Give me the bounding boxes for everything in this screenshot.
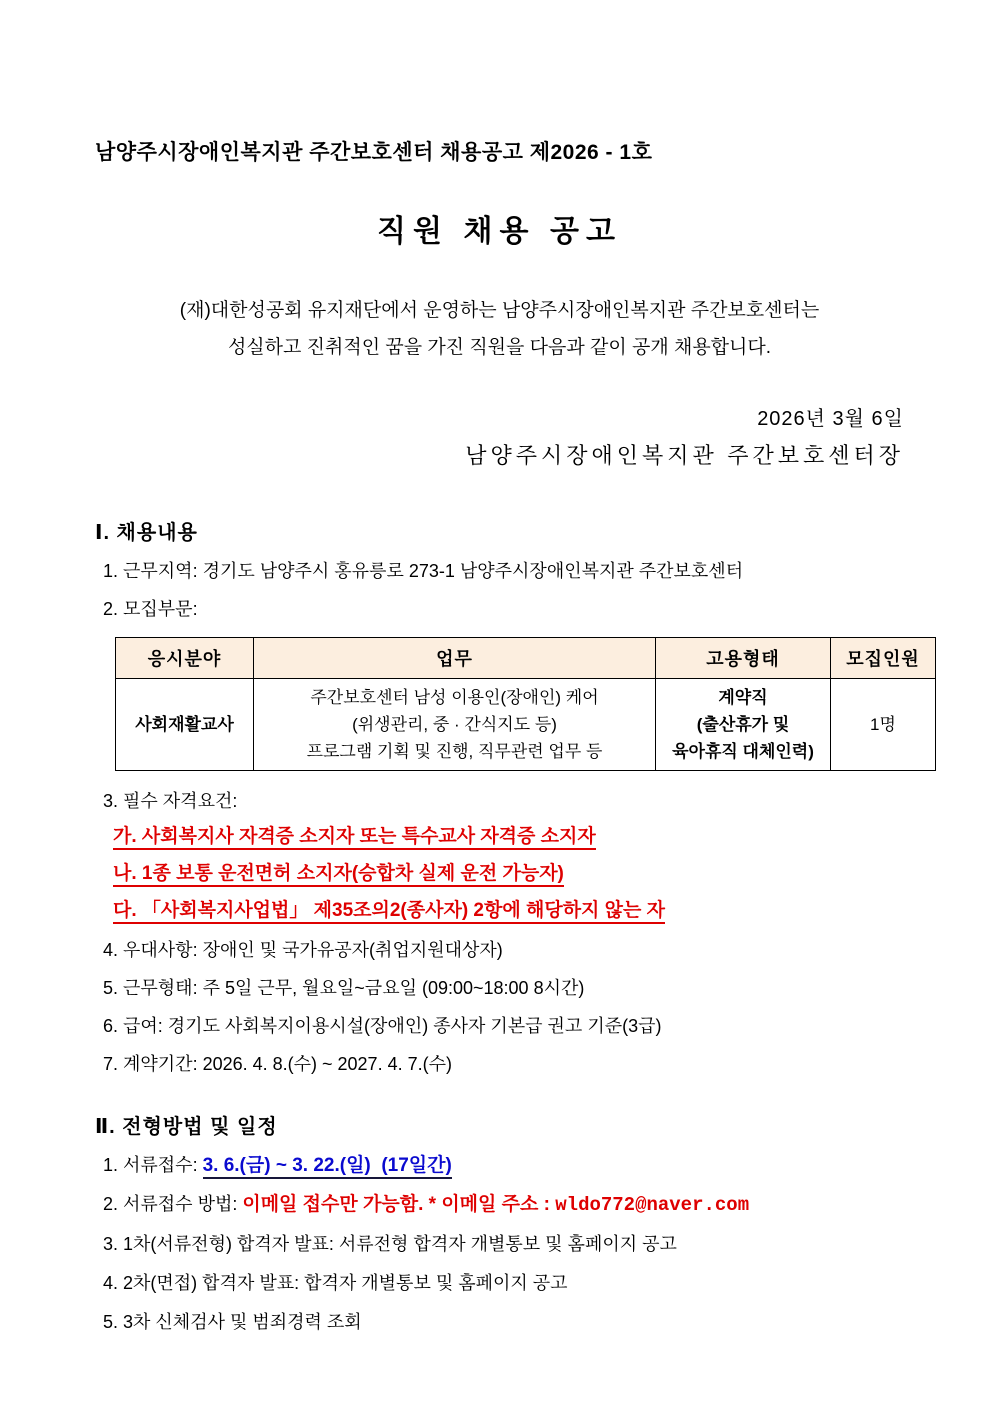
col-header-employment-type: 고용형태 — [656, 638, 831, 679]
section2-item-third-check: 5. 3차 신체검사 및 범죄경력 조회 — [103, 1312, 362, 1332]
section2-item-first-result: 3. 1차(서류전형) 합격자 발표: 서류전형 합격자 개별통보 및 홈페이지 공고 — [103, 1234, 677, 1254]
cell-employment-type — [656, 679, 831, 771]
intro-line-1: (재)대한성공회 유지재단에서 운영하는 남양주시장애인복지관 주간보호센터는 — [179, 300, 820, 321]
section1-item-preference: 4. 우대사항: 장애인 및 국가유공자(취업지원대상자) — [103, 940, 503, 960]
cell-category: 사회재활교사 — [116, 679, 254, 771]
duty-line-1: 주간보호센터 남성 이용인(장애인) 케어 — [310, 688, 599, 707]
section2-item-application-method — [95, 1192, 904, 1218]
section1-item-salary: 6. 급여: 경기도 사회복지이용시설(장애인) 종사자 기본급 권고 기준(3급) — [103, 1016, 662, 1036]
announcement-date: 2026년 3월 6일 — [757, 408, 904, 430]
section2-item-second-result: 4. 2차(면접) 합격자 발표: 합격자 개별통보 및 홈페이지 공고 — [103, 1273, 568, 1293]
cell-headcount: 1명 — [831, 679, 936, 771]
page-title: 직원 채용 공고 — [377, 215, 622, 248]
duty-line-2: (위생관리, 중 · 간식지도 등) — [352, 715, 557, 734]
employment-line-1: 계약직 — [718, 688, 768, 707]
application-period-dates: 3. 6.(금) ~ 3. 22.(일) (17일간) — [203, 1155, 452, 1179]
application-period-label: 1. 서류접수: — [103, 1155, 203, 1175]
col-header-duties: 업무 — [254, 638, 656, 679]
duty-line-3: 프로그램 기획 및 진행, 직무관련 업무 등 — [306, 742, 603, 761]
section1-item-work-type: 5. 근무형태: 주 5일 근무, 월요일~금요일 (09:00~18:00 8시간) — [103, 978, 585, 998]
intro-paragraph — [95, 292, 904, 366]
requirement-b — [95, 861, 904, 887]
application-email: wldo772@naver.com — [555, 1194, 750, 1216]
table-row — [116, 679, 936, 771]
requirement-c-text: 다. 「사회복지사업법」 제35조의2(종사자) 2항에 해당하지 않는 자 — [113, 900, 665, 924]
recruitment-table — [115, 637, 936, 771]
section1-heading: Ⅰ. 채용내용 — [95, 522, 198, 544]
section2-heading: Ⅱ. 전형방법 및 일정 — [95, 1116, 278, 1138]
col-header-field: 응시분야 — [116, 638, 254, 679]
requirement-a-text: 가. 사회복지사 자격증 소지자 또는 특수교사 자격증 소지자 — [113, 826, 596, 850]
section1-item-requirements-label: 3. 필수 자격요건: — [103, 791, 238, 811]
section1-item-recruit-field: 2. 모집부문: — [103, 599, 198, 619]
signer: 남양주시장애인복지관 주간보호센터장 — [465, 443, 904, 468]
employment-line-2: (출산휴가 및 — [696, 715, 790, 734]
doc-number: 남양주시장애인복지관 주간보호센터 채용공고 제2026 - 1호 — [95, 141, 653, 164]
intro-line-2: 성실하고 진취적인 꿈을 가진 직원을 다음과 같이 공개 채용합니다. — [227, 337, 772, 358]
application-method-notice: 이메일 접수만 가능함. * 이메일 주소 : — [242, 1194, 556, 1215]
col-header-headcount: 모집인원 — [831, 638, 936, 679]
requirement-b-text: 나. 1종 보통 운전면허 소지자(승합차 실제 운전 가능자) — [113, 863, 564, 887]
section1-item-work-location: 1. 근무지역: 경기도 남양주시 홍유릉로 273-1 남양주시장애인복지관 주간보호센터 — [103, 561, 744, 581]
cell-duties — [254, 679, 656, 771]
section1-item-contract-period: 7. 계약기간: 2026. 4. 8.(수) ~ 2027. 4. 7.(수) — [103, 1054, 452, 1074]
requirement-c — [95, 898, 904, 924]
section2-item-application-period — [95, 1153, 904, 1178]
employment-line-3: 육아휴직 대체인력) — [672, 742, 814, 761]
application-method-label: 2. 서류접수 방법: — [103, 1194, 243, 1214]
table-header-row — [116, 638, 936, 679]
requirement-a — [95, 824, 904, 850]
